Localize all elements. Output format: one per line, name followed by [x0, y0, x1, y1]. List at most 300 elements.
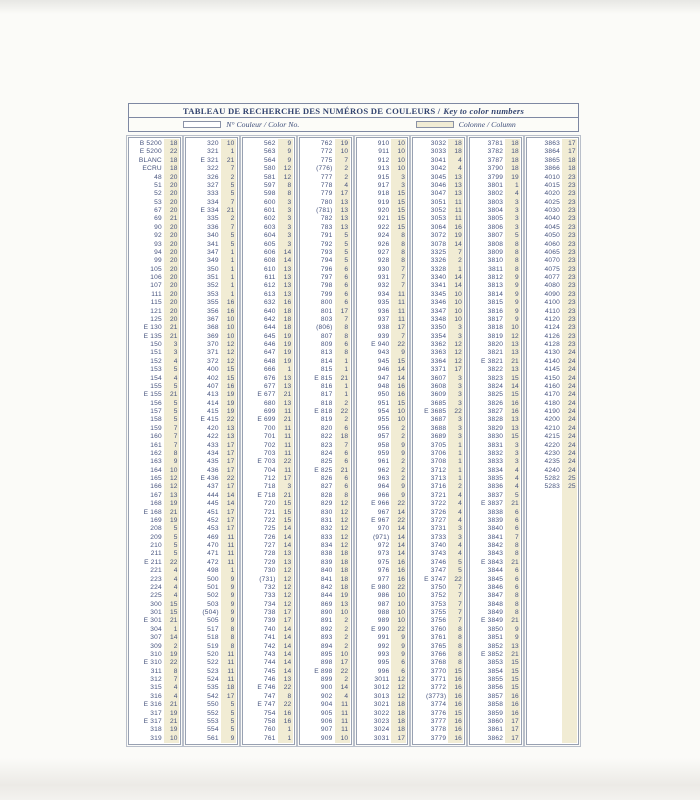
color-row: [300, 567, 351, 575]
color-row: [357, 442, 408, 450]
color-number-cell: 902: [320, 692, 333, 700]
color-number-cell: 4240: [544, 466, 560, 474]
color-number-cell: 4050: [544, 232, 560, 240]
color-number-cell: 3072: [430, 232, 447, 240]
color-row: [357, 308, 408, 316]
color-row: [129, 224, 180, 232]
color-row: [300, 232, 351, 240]
column-number-cell: 5: [514, 491, 519, 499]
color-number-cell: 834: [320, 542, 333, 549]
color-number-cell: 335: [207, 215, 219, 223]
color-number-cell: 542: [207, 692, 219, 700]
color-number-cell: E 211: [144, 558, 162, 566]
color-number-cell: 967: [377, 508, 390, 516]
color-number-cell: 3835: [487, 475, 504, 482]
color-number-cell: 564: [264, 156, 276, 164]
column-number-cell: 1: [344, 357, 348, 365]
column-number-cell: 21: [340, 374, 348, 382]
color-number-cell: 353: [207, 290, 219, 298]
column-number-cell: 11: [398, 299, 405, 307]
column-number-cell: 14: [283, 634, 292, 642]
color-row: [527, 467, 578, 475]
color-row: [243, 517, 294, 525]
column-number-cell: 18: [454, 140, 462, 147]
column-number-cell: 8: [287, 692, 292, 700]
color-row: [243, 643, 294, 651]
color-row: [243, 492, 294, 500]
column-number-cell: 7: [401, 274, 405, 281]
color-row: [300, 375, 351, 383]
column-number-cell: 5: [230, 709, 235, 717]
color-row: [243, 559, 294, 567]
color-row: [300, 601, 351, 609]
color-number-cell: 3781: [487, 140, 504, 147]
column-number-cell: 5: [173, 399, 178, 407]
column-number-cell: 15: [397, 198, 405, 206]
column-number-cell: 25: [568, 475, 576, 482]
color-number-cell: 150: [150, 341, 162, 348]
column-number-cell: 11: [227, 659, 235, 667]
color-row: [243, 215, 294, 223]
color-number-cell: 3755: [430, 609, 447, 616]
color-row: [129, 550, 180, 558]
column-number-cell: 23: [568, 223, 576, 231]
color-number-cell: 824: [320, 449, 333, 457]
column-label: Colonne / Column: [458, 120, 516, 129]
color-number-cell: 4120: [544, 315, 560, 323]
color-row: [129, 425, 180, 433]
column-number-cell: 24: [568, 466, 576, 474]
color-number-cell: 304: [150, 625, 162, 633]
column-number-cell: 15: [397, 357, 405, 365]
column-number-cell: 12: [226, 349, 235, 357]
column-number-cell: 14: [226, 491, 235, 499]
column-number-cell: 6: [344, 274, 348, 281]
color-row: [357, 684, 408, 692]
color-number-cell: 798: [320, 282, 333, 290]
column-number-cell: 4: [173, 357, 178, 365]
color-row: [413, 165, 464, 173]
color-number-cell: 721: [264, 508, 276, 516]
color-row: [243, 626, 294, 634]
color-row: [357, 634, 408, 642]
column-number-cell: 3: [458, 416, 462, 424]
column-number-cell: 18: [511, 148, 519, 156]
color-row: [186, 232, 237, 240]
color-number-cell: 3842: [487, 542, 504, 549]
color-number-cell: 3765: [430, 642, 447, 650]
color-row: [243, 567, 294, 575]
color-number-cell: 602: [264, 215, 276, 223]
color-number-cell: 307: [150, 634, 162, 642]
color-number-cell: 892: [320, 625, 333, 633]
color-row: [129, 333, 180, 341]
color-row: [129, 710, 180, 718]
column-number-cell: 8: [401, 248, 405, 256]
color-row: [243, 693, 294, 701]
column-number-cell: 14: [454, 274, 462, 281]
column-number-cell: 13: [511, 341, 519, 348]
color-number-cell: 833: [320, 533, 333, 541]
color-number-cell: 3850: [487, 625, 504, 633]
color-number-cell: 470: [207, 542, 219, 549]
color-row: [129, 718, 180, 726]
column-number-cell: 4: [458, 550, 462, 558]
column-number-cell: 4: [344, 692, 348, 700]
column-number-cell: 12: [283, 592, 292, 600]
column-number-cell: 20: [170, 290, 178, 298]
color-row: [470, 450, 521, 458]
color-number-cell: 818: [320, 399, 333, 407]
color-row: [357, 509, 408, 517]
color-number-cell: 445: [207, 500, 219, 508]
color-row: [470, 232, 521, 240]
column-number-cell: 1: [458, 441, 462, 449]
color-number-cell: 3024: [373, 726, 390, 734]
column-number-cell: 5: [344, 232, 348, 240]
column-number-cell: 17: [226, 458, 235, 466]
column-number-cell: 5: [344, 257, 348, 265]
color-number-cell: 927: [377, 248, 390, 256]
color-row: [300, 592, 351, 600]
color-number-cell: 722: [264, 516, 276, 524]
color-row: [357, 617, 408, 625]
color-number-cell: 988: [377, 609, 390, 616]
color-number-cell: 69: [154, 215, 162, 223]
color-row: [413, 517, 464, 525]
color-row: [527, 241, 578, 249]
column-number-cell: 22: [397, 583, 405, 591]
column-number-cell: 1: [230, 248, 235, 256]
column-number-cell: 4: [458, 491, 462, 499]
color-row: [470, 358, 521, 366]
column-number-cell: 13: [283, 558, 292, 566]
color-row: [470, 274, 521, 282]
column-number-cell: 17: [568, 140, 576, 147]
column-number-cell: 11: [227, 550, 235, 558]
column-number-cell: 14: [397, 542, 405, 549]
column-number-cell: 3: [401, 181, 405, 189]
color-row: [413, 659, 464, 667]
column-number-cell: 5: [514, 232, 519, 240]
column-number-cell: 6: [514, 567, 519, 575]
column-number-cell: 8: [401, 232, 405, 240]
color-number-cell: 611: [264, 274, 276, 281]
column-number-cell: 8: [458, 625, 462, 633]
color-number-cell: 4210: [544, 424, 560, 432]
column-number-cell: 3: [173, 349, 178, 357]
color-row: [300, 274, 351, 282]
color-number-cell: 3326: [430, 257, 447, 265]
color-number-cell: (781): [316, 207, 333, 214]
column-number-cell: 10: [454, 307, 462, 315]
column-number-cell: 4: [458, 500, 462, 508]
color-row: [243, 333, 294, 341]
color-number-cell: 115: [150, 299, 162, 307]
color-number-cell: 797: [320, 274, 333, 281]
column-number-cell: 3: [458, 382, 462, 390]
color-row: [300, 718, 351, 726]
color-row: [129, 400, 180, 408]
color-row: [300, 726, 351, 734]
color-row: [129, 349, 180, 357]
color-row: [357, 165, 408, 173]
column-number-cell: 4: [173, 692, 178, 700]
color-row: [357, 383, 408, 391]
color-number-cell: 702: [264, 441, 276, 449]
column-number-cell: 1: [344, 382, 348, 390]
color-row: [357, 391, 408, 399]
color-number-cell: 605: [264, 240, 276, 248]
column-number-cell: 8: [344, 491, 348, 499]
column-number-cell: 12: [283, 600, 292, 608]
color-row: [186, 442, 237, 450]
column-number-cell: 23: [568, 215, 576, 223]
color-number-cell: 778: [320, 181, 333, 189]
color-number-cell: 600: [264, 198, 276, 206]
color-number-cell: 3828: [487, 416, 504, 424]
column-number-cell: 2: [344, 173, 348, 181]
color-number-cell: 3689: [430, 433, 447, 441]
color-row: [243, 224, 294, 232]
column-number-cell: 3: [458, 399, 462, 407]
color-row: [413, 358, 464, 366]
column-number-cell: 17: [226, 525, 235, 533]
column-number-cell: 22: [226, 475, 235, 482]
color-number-cell: 3857: [487, 692, 504, 700]
column-number-cell: 19: [170, 709, 178, 717]
color-number-cell: 700: [264, 424, 276, 432]
color-row: [470, 308, 521, 316]
color-row: [413, 668, 464, 676]
color-row: [186, 400, 237, 408]
color-row: [470, 492, 521, 500]
column-number-cell: 11: [284, 441, 292, 449]
color-row: [243, 718, 294, 726]
color-number-cell: 51: [154, 181, 162, 189]
column-number-cell: 7: [230, 223, 235, 231]
color-row: [470, 626, 521, 634]
color-row: [357, 534, 408, 542]
color-row: [357, 316, 408, 324]
color-row: [129, 525, 180, 533]
color-number-cell: 4170: [544, 391, 560, 399]
column-number-cell: 6: [344, 282, 348, 290]
color-number-cell: 4020: [544, 190, 560, 198]
color-row: [357, 492, 408, 500]
column-number-cell: 11: [284, 408, 292, 415]
column-number-cell: 4: [173, 374, 178, 382]
color-number-cell: 211: [150, 550, 162, 558]
color-number-cell: 3822: [487, 366, 504, 374]
color-row: [413, 400, 464, 408]
column-number-cell: 13: [226, 424, 235, 432]
color-row: [527, 266, 578, 274]
color-number-cell: 3713: [430, 475, 447, 482]
color-number-cell: 3803: [487, 198, 504, 206]
color-row: [129, 492, 180, 500]
color-number-cell: ECRU: [142, 165, 162, 173]
column-number-cell: 16: [226, 299, 235, 307]
color-row: [186, 333, 237, 341]
color-row: [300, 425, 351, 433]
color-number-cell: E 316: [143, 701, 162, 709]
color-row: [413, 693, 464, 701]
column-number-cell: 16: [454, 734, 462, 742]
color-number-cell: 105: [150, 265, 162, 273]
color-row: [243, 157, 294, 165]
column-number-cell: 2: [401, 475, 405, 482]
color-row: [300, 257, 351, 265]
column-number-cell: 18: [568, 156, 576, 164]
color-number-cell: E 155: [143, 391, 162, 399]
color-number-cell: 90: [154, 223, 162, 231]
color-row: [129, 148, 180, 156]
color-row: [413, 416, 464, 424]
color-number-cell: 351: [207, 274, 219, 281]
color-row: [357, 174, 408, 182]
column-number-cell: 2: [173, 642, 178, 650]
column-number-cell: 15: [397, 190, 405, 198]
color-row: [357, 282, 408, 290]
column-number-cell: 20: [170, 315, 178, 323]
color-number-cell: 160: [150, 433, 162, 441]
color-number-cell: 3843: [487, 550, 504, 558]
color-number-cell: E 3747: [424, 575, 447, 583]
column-number-cell: 4: [458, 156, 462, 164]
color-row: [186, 693, 237, 701]
color-number-cell: 3031: [373, 734, 390, 742]
color-row: [129, 534, 180, 542]
column-number-cell: 5: [173, 382, 178, 390]
color-row: [186, 266, 237, 274]
color-row: [470, 517, 521, 525]
color-number-cell: 822: [320, 433, 333, 441]
color-row: [129, 383, 180, 391]
color-number-cell: 3837: [487, 491, 504, 499]
color-number-cell: 3862: [487, 734, 504, 742]
column-number-cell: 2: [344, 625, 348, 633]
color-number-cell: 931: [377, 274, 390, 281]
column-number-cell: 6: [344, 475, 348, 482]
color-row: [470, 324, 521, 332]
column-number-cell: 18: [170, 156, 178, 164]
column-number-cell: 21: [283, 391, 292, 399]
color-number-cell: 809: [320, 341, 333, 348]
color-row: [129, 299, 180, 307]
color-row: [300, 584, 351, 592]
color-row: [470, 718, 521, 726]
column-number-cell: 22: [170, 558, 178, 566]
color-number-cell: 3362: [430, 341, 447, 348]
column-number-cell: 9: [514, 307, 519, 315]
column-number-cell: 20: [170, 265, 178, 273]
color-number-cell: 829: [320, 500, 333, 508]
column-number-cell: 8: [344, 349, 348, 357]
color-number-cell: 3841: [487, 533, 504, 541]
color-row: [186, 626, 237, 634]
color-row: [129, 416, 180, 424]
color-number-cell: 519: [207, 642, 219, 650]
column-number-cell: 14: [283, 625, 292, 633]
color-number-cell: 309: [150, 642, 162, 650]
column-number-cell: 12: [170, 483, 178, 491]
color-number-cell: (971): [372, 533, 390, 541]
column-number-cell: 7: [401, 282, 405, 290]
color-number-cell: 728: [264, 550, 276, 558]
color-number-cell: 434: [207, 449, 219, 457]
column-number-cell: 13: [170, 491, 178, 499]
color-row: [186, 299, 237, 307]
color-row: [186, 140, 237, 148]
color-number-cell: 3347: [430, 307, 447, 315]
column-number-cell: 9: [514, 299, 519, 307]
color-row: [129, 668, 180, 676]
color-row: [413, 592, 464, 600]
color-number-cell: 3817: [487, 315, 504, 323]
column-number-cell: 24: [568, 449, 576, 457]
color-row: [470, 659, 521, 667]
color-row: [413, 500, 464, 508]
column-number-cell: 14: [283, 642, 292, 650]
column-number-cell: 15: [511, 659, 519, 667]
color-number-cell: 918: [377, 190, 390, 198]
column-number-cell: 4: [514, 483, 519, 491]
color-row: [300, 400, 351, 408]
column-number-cell: 3: [514, 449, 519, 457]
color-number-cell: E 436: [200, 475, 219, 482]
color-number-cell: 3051: [430, 198, 447, 206]
color-number-cell: 318: [150, 726, 162, 734]
color-number-cell: 904: [320, 701, 333, 709]
color-row: [357, 215, 408, 223]
column-number-cell: 2: [344, 399, 348, 407]
color-row: [470, 400, 521, 408]
color-number-cell: 677: [264, 382, 276, 390]
color-number-cell: 400: [207, 366, 219, 374]
color-row: [357, 576, 408, 584]
color-number-cell: 435: [207, 458, 219, 466]
color-row: [129, 266, 180, 274]
color-number-cell: E 3843: [481, 558, 504, 566]
color-row: [129, 634, 180, 642]
column-number-cell: 4: [173, 583, 178, 591]
column-number-cell: 11: [398, 290, 405, 298]
color-row: [243, 148, 294, 156]
column-number-cell: 9: [230, 583, 235, 591]
color-number-cell: 3348: [430, 315, 447, 323]
color-row: [357, 274, 408, 282]
color-number-cell: 826: [320, 475, 333, 482]
color-row: [129, 458, 180, 466]
column-number-cell: 9: [401, 449, 405, 457]
color-row: [300, 148, 351, 156]
color-row: [357, 341, 408, 349]
color-number-cell: 3838: [487, 508, 504, 516]
color-row: [470, 140, 521, 148]
color-row: [357, 324, 408, 332]
column-number-cell: 16: [397, 391, 405, 399]
color-number-cell: 817: [320, 391, 333, 399]
color-row: [186, 274, 237, 282]
column-number-cell: 5: [344, 248, 348, 256]
color-number-cell: 915: [377, 173, 390, 181]
color-row: [186, 609, 237, 617]
color-number-cell: 553: [207, 717, 219, 725]
color-row: [470, 525, 521, 533]
column-number-cell: 7: [458, 600, 462, 608]
color-row: [186, 483, 237, 491]
